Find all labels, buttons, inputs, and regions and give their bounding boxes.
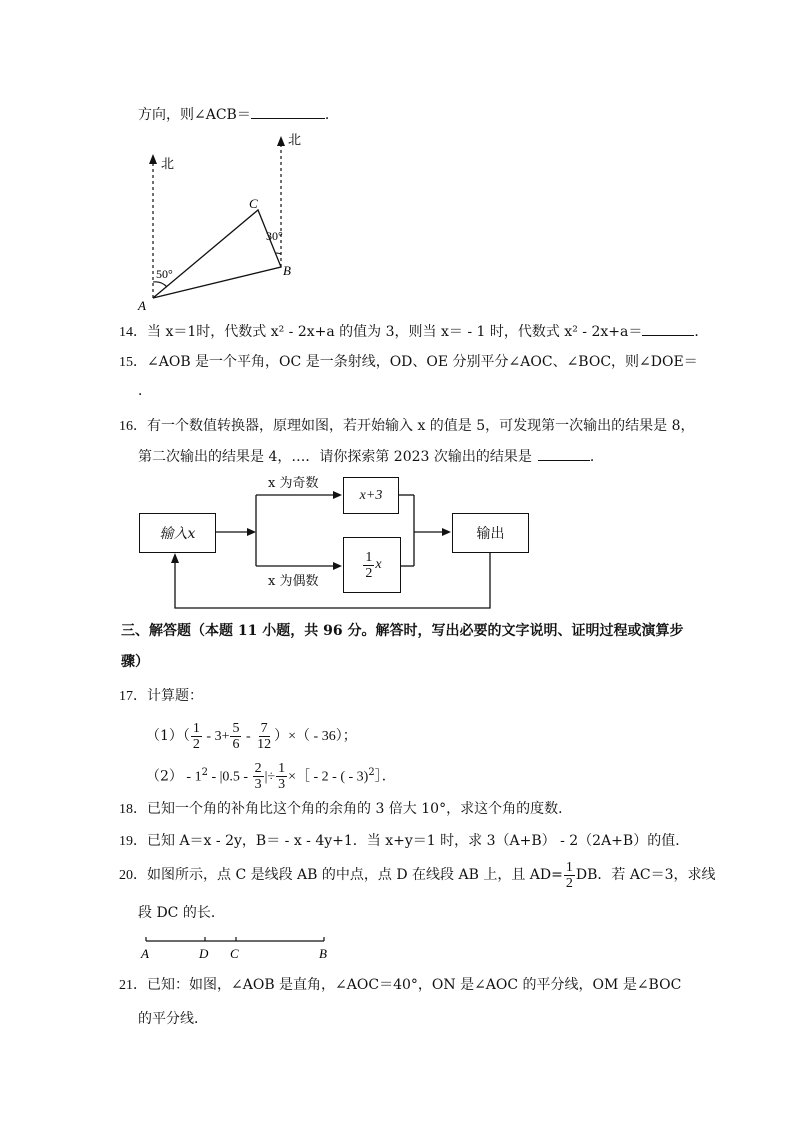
- question-15: 15．∠AOB 是一个平角，OC 是一条射线，OD、OE 分别平分∠AOC、∠BOC，则∠DOE＝: [119, 354, 698, 370]
- section-3-heading-cont: 骤）: [121, 654, 149, 670]
- point-d: D: [199, 946, 209, 961]
- odd-label: x 为奇数: [268, 476, 319, 491]
- question-20-line2: 段 DC 的长．: [138, 905, 225, 921]
- even-box: $\frac{1}{2}$ x: [343, 537, 401, 593]
- input-box: 输入x: [139, 513, 216, 553]
- question-17: 17．计算题：: [119, 688, 203, 704]
- question-18: 18．已知一个角的补角比这个角的余角的 3 倍大 10°，求这个角的度数．: [119, 801, 573, 817]
- even-label: x 为偶数: [268, 574, 319, 589]
- point-label-c: C: [249, 196, 258, 211]
- north-label-b: 北: [288, 132, 302, 147]
- question-15-end: ．: [138, 383, 152, 399]
- question-16-line1: 16．有一个数值转换器，原理如图，若开始输入 x 的值是 5，可发现第一次输出的结果是 8，: [119, 418, 695, 434]
- odd-box: x+3: [343, 477, 399, 514]
- segment-figure: [135, 932, 335, 962]
- point-c: C: [230, 946, 239, 961]
- question-14: 14．当 x＝1时，代数式 x² - 2x+a 的值为 3，则当 x＝ - 1 时，代数式 x² - 2x+a＝ ．: [119, 321, 708, 343]
- question-19: 19．已知 A＝x - 2y，B＝ - x - 4y+1．当 x+y＝1 时，求 3（A+B） - 2（2A+B）的值．: [119, 833, 690, 849]
- point-a: A: [141, 946, 149, 961]
- question-17-part1: （1）（ $\frac{1}{2}$ - 3+ $\frac{5}{6}$ - $\frac{7}{12}$ ）×（ - 36）；: [146, 720, 357, 752]
- question-17-part2: $(2) - 1^2 - |0.5$ - $\frac{2}{3}$ |÷ $\frac{1}{3}$ ×［ - 2 - ( - 3)$^2$］．: [146, 761, 396, 793]
- north-label-a: 北: [161, 156, 175, 171]
- question-21-line2: 的平分线．: [138, 1011, 208, 1027]
- question-16-line2: 第二次输出的结果是 4，…．请你探索第 2023 次输出的结果是 ．: [138, 446, 604, 467]
- section-3-heading: 三、解答题（本题 11 小题，共 96 分。解答时，写出必要的文字说明、证明过程或演算步: [121, 623, 684, 639]
- output-box: 输出: [452, 513, 529, 553]
- angle-label-30: 30°: [266, 229, 283, 243]
- angle-label-50: 50°: [156, 267, 173, 281]
- point-label-a: A: [138, 298, 146, 313]
- q13-tail: 方向，则∠ACB＝ ．: [138, 104, 339, 125]
- question-21-line1: 21．已知：如图，∠AOB 是直角，∠AOC＝40°，ON 是∠AOC 的平分线，OM 是∠BOC: [119, 977, 682, 993]
- question-20-line1: 20．如图所示，点 C 是线段 AB 的中点，点 D 在线段 AB 上，且 AD= $\frac{1}{2}$ DB．若 AC＝3，求线: [119, 859, 716, 891]
- point-label-b: B: [283, 263, 291, 278]
- feedback-line: [175, 553, 490, 608]
- point-b: B: [319, 946, 327, 961]
